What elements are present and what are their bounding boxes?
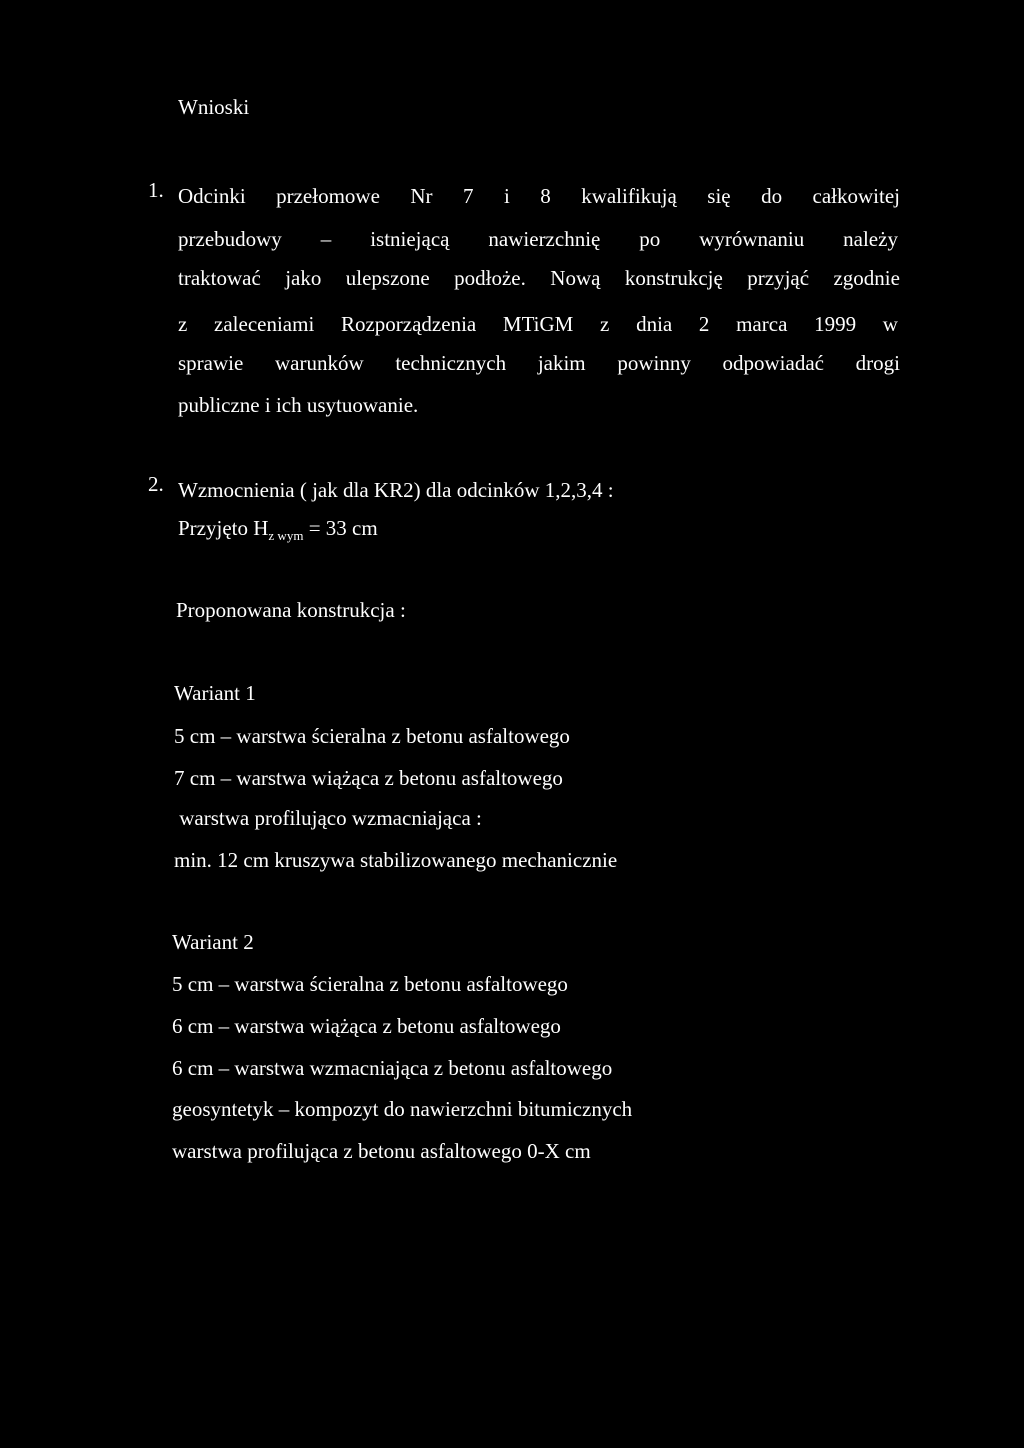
word: przebudowy bbox=[178, 227, 282, 251]
word: z bbox=[178, 312, 188, 336]
word: 7 bbox=[462, 184, 474, 208]
variant-2-layer: warstwa profilująca z betonu asfaltowego 0-X cm bbox=[172, 1139, 591, 1163]
variant-1-title: Wariant 1 bbox=[174, 681, 256, 705]
word: jakim bbox=[537, 351, 586, 375]
word: Nr bbox=[410, 184, 433, 208]
word: ulepszone bbox=[345, 266, 430, 290]
word: kwalifikują bbox=[581, 184, 677, 208]
variant-1-layer: 5 cm – warstwa ścieralna z betonu asfaltowego bbox=[174, 724, 570, 748]
variant-2-layer: 6 cm – warstwa wiążąca z betonu asfaltowego bbox=[172, 1014, 561, 1038]
word: podłoże. bbox=[454, 266, 526, 290]
variant-1-layer: min. 12 cm kruszywa stabilizowanego mechanicznie bbox=[174, 848, 618, 872]
word: 2 bbox=[698, 312, 710, 336]
word: technicznych bbox=[395, 351, 507, 375]
variant-2-layer: 5 cm – warstwa ścieralna z betonu asfaltowego bbox=[172, 972, 568, 996]
word: i bbox=[503, 184, 510, 208]
word: sprawie bbox=[178, 351, 244, 375]
word: Nową bbox=[550, 266, 601, 290]
word: 1999 bbox=[814, 312, 857, 336]
item-1-line-6: publiczne i ich usytuowanie. bbox=[178, 393, 419, 417]
item-1-line-2 bbox=[178, 229, 898, 250]
item-1-line-1 bbox=[178, 186, 900, 207]
word: po bbox=[639, 227, 661, 251]
assumed-value: = 33 cm bbox=[303, 516, 378, 540]
variant-1-layer: warstwa profilująco wzmacniająca : bbox=[174, 806, 482, 830]
word: traktować bbox=[178, 266, 261, 290]
assumed-prefix: Przyjęto H bbox=[178, 516, 269, 540]
word: drogi bbox=[855, 351, 900, 375]
word: powinny bbox=[617, 351, 691, 375]
variant-2-layer: geosyntetyk – kompozyt do nawierzchni bitumicznych bbox=[172, 1097, 633, 1121]
proposal-heading: Proponowana konstrukcja : bbox=[176, 598, 406, 622]
variant-1-layer: 7 cm – warstwa wiążąca z betonu asfaltowego bbox=[174, 766, 563, 790]
word: całkowitej bbox=[812, 184, 900, 208]
word: przyjąć bbox=[747, 266, 810, 290]
word: należy bbox=[843, 227, 898, 251]
word: odpowiadać bbox=[722, 351, 824, 375]
item-1-line-4 bbox=[178, 314, 898, 335]
item-2-number: 2. bbox=[148, 472, 164, 496]
item-1-line-3 bbox=[178, 268, 900, 289]
word: konstrukcję bbox=[624, 266, 723, 290]
word: w bbox=[882, 312, 898, 336]
word: wyrównaniu bbox=[699, 227, 805, 251]
variant-2-title: Wariant 2 bbox=[172, 930, 254, 954]
word: się bbox=[707, 184, 731, 208]
word: z bbox=[600, 312, 610, 336]
word: do bbox=[761, 184, 783, 208]
word: nawierzchnię bbox=[488, 227, 601, 251]
word: zaleceniami bbox=[214, 312, 315, 336]
word: istniejącą bbox=[370, 227, 450, 251]
word: Rozporządzenia bbox=[340, 312, 477, 336]
section-heading: Wnioski bbox=[178, 95, 250, 119]
word: warunków bbox=[275, 351, 364, 375]
word: MTiGM bbox=[502, 312, 574, 336]
variant-2-layer: 6 cm – warstwa wzmacniająca z betonu asfaltowego bbox=[172, 1056, 613, 1080]
word: 8 bbox=[540, 184, 551, 208]
item-2-title: Wzmocnienia ( jak dla KR2) dla odcinków 1,2,3,4 : bbox=[178, 478, 614, 502]
assumed-thickness bbox=[178, 516, 378, 543]
word: Odcinki bbox=[178, 184, 246, 208]
word: dnia bbox=[636, 312, 673, 336]
word: – bbox=[320, 227, 332, 251]
word: jako bbox=[285, 266, 322, 290]
word: marca bbox=[736, 312, 788, 336]
word: zgodnie bbox=[833, 266, 900, 290]
item-1-line-5 bbox=[178, 353, 900, 374]
assumed-subscript: z wym bbox=[268, 528, 304, 543]
word: przełomowe bbox=[276, 184, 380, 208]
item-1-number: 1. bbox=[148, 178, 164, 202]
